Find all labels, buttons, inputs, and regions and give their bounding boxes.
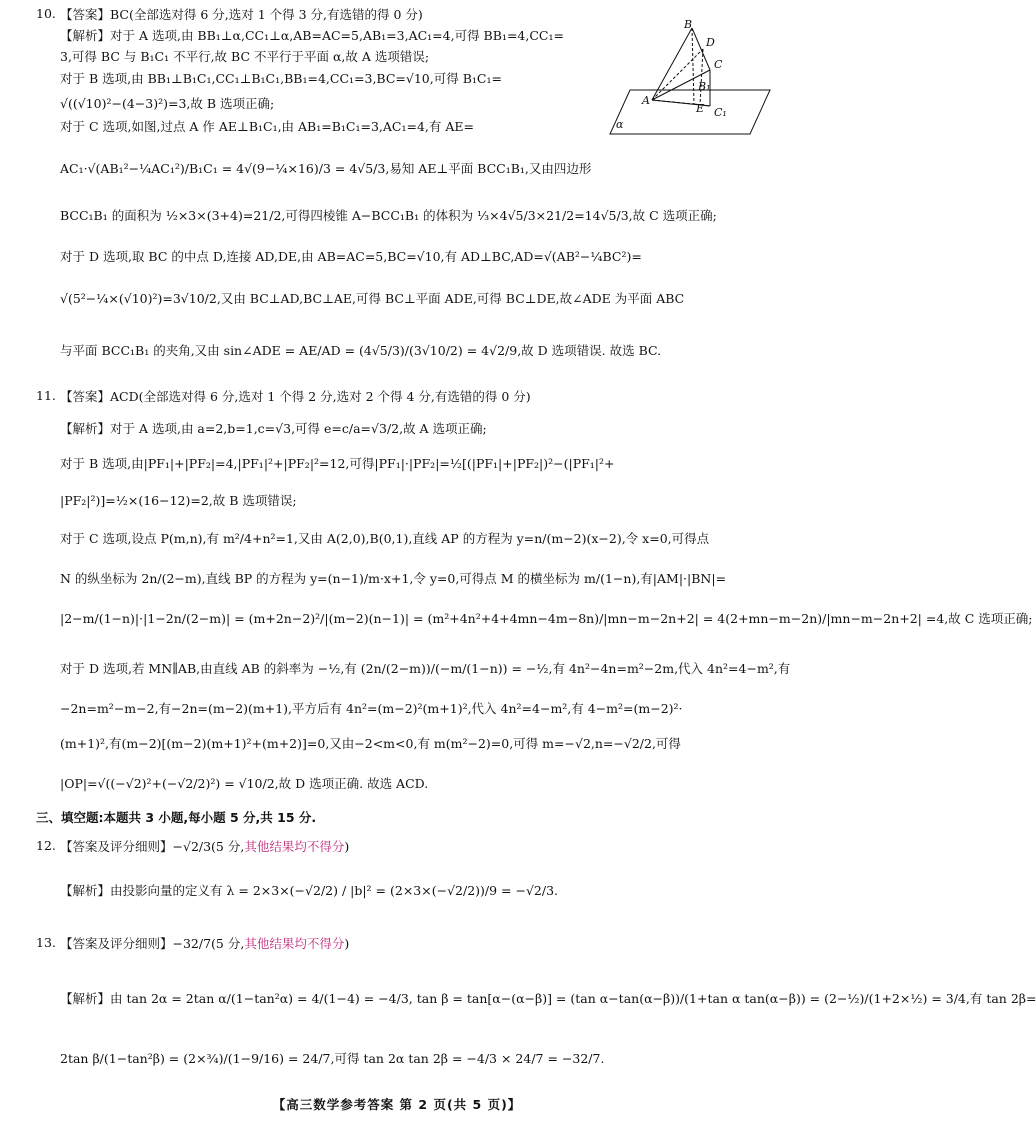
q12-number: 12. xyxy=(36,838,56,853)
point-e-label: E xyxy=(696,102,705,115)
page-footer: 【高三数学参考答案 第 2 页(共 5 页)】 xyxy=(272,1097,522,1112)
q10-line-9: √(5²−¼×(√10)²)=3√10/2,又由 BC⊥AD,BC⊥AE,可得 BC⊥平面 ADE,可得 BC⊥DE,故∠ADE 为平面 ABC xyxy=(60,291,685,306)
q10-line-8: 对于 D 选项,取 BC 的中点 D,连接 AD,DE,由 AB=AC=5,BC=√10,有 AD⊥BC,AD=√(AB²−¼BC²)= xyxy=(60,249,642,264)
q10-answer: 【答案】BC(全部选对得 6 分,选对 1 个得 3 分,有选错的得 0 分) xyxy=(60,7,423,22)
q13-number: 13. xyxy=(36,935,56,950)
q13-answer-value: 【答案及评分细则】−32/7(5 分, xyxy=(60,936,245,951)
q10-line-6: AC₁·√(AB₁²−¼AC₁²)/B₁C₁ = 4√(9−¼×16)/3 = 4√5/3,易知 AE⊥平面 BCC₁B₁,又由四边形 xyxy=(60,161,592,176)
q10-line-3: 对于 B 选项,由 BB₁⊥B₁C₁,CC₁⊥B₁C₁,BB₁=4,CC₁=3,BC=√10,可得 B₁C₁= xyxy=(60,71,502,86)
point-c1-label: C₁ xyxy=(714,106,727,119)
q11-line-5: N 的纵坐标为 2n/(2−m),直线 BP 的方程为 y=(n−1)/m·x+1,令 y=0,可得点 M 的横坐标为 m/(1−n),有|AM|·|BN|= xyxy=(60,571,727,586)
q11-line-2: 对于 B 选项,由|PF₁|+|PF₂|=4,|PF₁|²+|PF₂|²=12,可得|PF₁|·|PF₂|=½[(|PF₁|+|PF₂|)²−(|PF₁|²+ xyxy=(60,456,615,471)
q11-line-7: 对于 D 选项,若 MN∥AB,由直线 AB 的斜率为 −½,有 (2n/(2−m))/(−m/(1−n)) = −½,有 4n²−4n=m²−2m,代入 4n²=4−m²,有 xyxy=(60,661,791,676)
point-c-label: C xyxy=(714,58,723,71)
point-d-label: D xyxy=(706,36,715,49)
q10-line-2: 3,可得 BC 与 B₁C₁ 不平行,故 BC 不平行于平面 α,故 A 选项错误; xyxy=(60,49,430,64)
point-a-label: A xyxy=(642,94,650,107)
q13-line-2: 2tan β/(1−tan²β) = (2×¾)/(1−9/16) = 24/7,可得 tan 2α tan 2β = −4/3 × 24/7 = −32/7. xyxy=(60,1051,605,1066)
q11-line-10: |OP|=√((−√2)²+(−√2/2)²) = √10/2,故 D 选项正确. 故选 ACD. xyxy=(60,776,429,791)
q12-answer-note: 其他结果均不得分 xyxy=(244,839,345,854)
q12-answer-value: 【答案及评分细则】−√2/3(5 分, xyxy=(60,839,245,854)
plane-alpha-label: α xyxy=(616,118,624,131)
q10-line-5: 对于 C 选项,如图,过点 A 作 AE⊥B₁C₁,由 AB₁=B₁C₁=3,AC₁=4,有 AE= xyxy=(60,119,475,134)
q12-answer xyxy=(60,838,766,856)
q11-line-4: 对于 C 选项,设点 P(m,n),有 m²/4+n²=1,又由 A(2,0),B(0,1),直线 AP 的方程为 y=n/(m−2)(x−2),令 x=0,可得点 xyxy=(60,531,710,546)
q13-line-1: 【解析】由 tan 2α = 2tan α/(1−tan²α) = 4/(1−4) = −4/3, tan β = tan[α−(α−β)] = (tan α−tan(α−β))/(1+tan α tan(α−β)) = (2−½)/(1+2×½) = 3/4,有 tan 2β= xyxy=(60,991,1036,1006)
q13-answer xyxy=(60,935,766,953)
q10-number: 10. xyxy=(36,6,56,21)
q11-line-1: 【解析】对于 A 选项,由 a=2,b=1,c=√3,可得 e=c/a=√3/2,故 A 选项正确; xyxy=(60,421,487,436)
q11-line-9: (m+1)²,有(m−2)[(m−2)(m+1)²+(m+2)]=0,又由−2<m<0,有 m(m²−2)=0,可得 m=−√2,n=−√2/2,可得 xyxy=(60,736,681,751)
pyramid-diagram xyxy=(610,22,770,142)
q12-explanation: 【解析】由投影向量的定义有 λ = 2×3×(−√2/2) / |b|² = (2×3×(−√2/2))/9 = −√2/3. xyxy=(60,883,559,898)
point-b1-label: B₁ xyxy=(698,80,711,93)
q11-line-8: −2n=m²−m−2,有−2n=(m−2)(m+1),平方后有 4n²=(m−2)²(m+1)²,代入 4n²=4−m²,有 4−m²=(m−2)²· xyxy=(60,701,683,716)
q11-number: 11. xyxy=(36,388,56,403)
geometry-figure xyxy=(610,18,770,142)
q11-answer: 【答案】ACD(全部选对得 6 分,选对 1 个得 2 分,选对 2 个得 4 分,有选错的得 0 分) xyxy=(60,389,531,404)
q10-line-7: BCC₁B₁ 的面积为 ½×3×(3+4)=21/2,可得四棱锥 A−BCC₁B₁ 的体积为 ⅓×4√5/3×21/2=14√5/3,故 C 选项正确; xyxy=(60,208,717,223)
q10-line-4: √((√10)²−(4−3)²)=3,故 B 选项正确; xyxy=(60,96,275,111)
q13-answer-note: 其他结果均不得分 xyxy=(244,936,345,951)
q13-answer-close: ) xyxy=(344,936,350,951)
q10-line-10: 与平面 BCC₁B₁ 的夹角,又由 sin∠ADE = AE/AD = (4√5/3)/(3√10/2) = 4√2/9,故 D 选项错误. 故选 BC. xyxy=(60,343,662,358)
section-3-heading: 三、填空题:本题共 3 小题,每小题 5 分,共 15 分. xyxy=(36,810,317,825)
q10-line-1: 【解析】对于 A 选项,由 BB₁⊥α,CC₁⊥α,AB=AC=5,AB₁=3,AC₁=4,可得 BB₁=4,CC₁= xyxy=(60,28,564,43)
point-b-label: B xyxy=(684,18,693,31)
q11-line-3: |PF₂|²)]=½×(16−12)=2,故 B 选项错误; xyxy=(60,493,297,508)
q11-line-6: |2−m/(1−n)|·|1−2n/(2−m)| = (m+2n−2)²/|(m−2)(n−1)| = (m²+4n²+4+4mn−4m−8n)/|mn−m−2n+2| = 4(2+mn−m−2n)/|mn−m−2n+2| =4,故 C 选项正确; xyxy=(60,611,1033,626)
q12-answer-close: ) xyxy=(344,839,350,854)
